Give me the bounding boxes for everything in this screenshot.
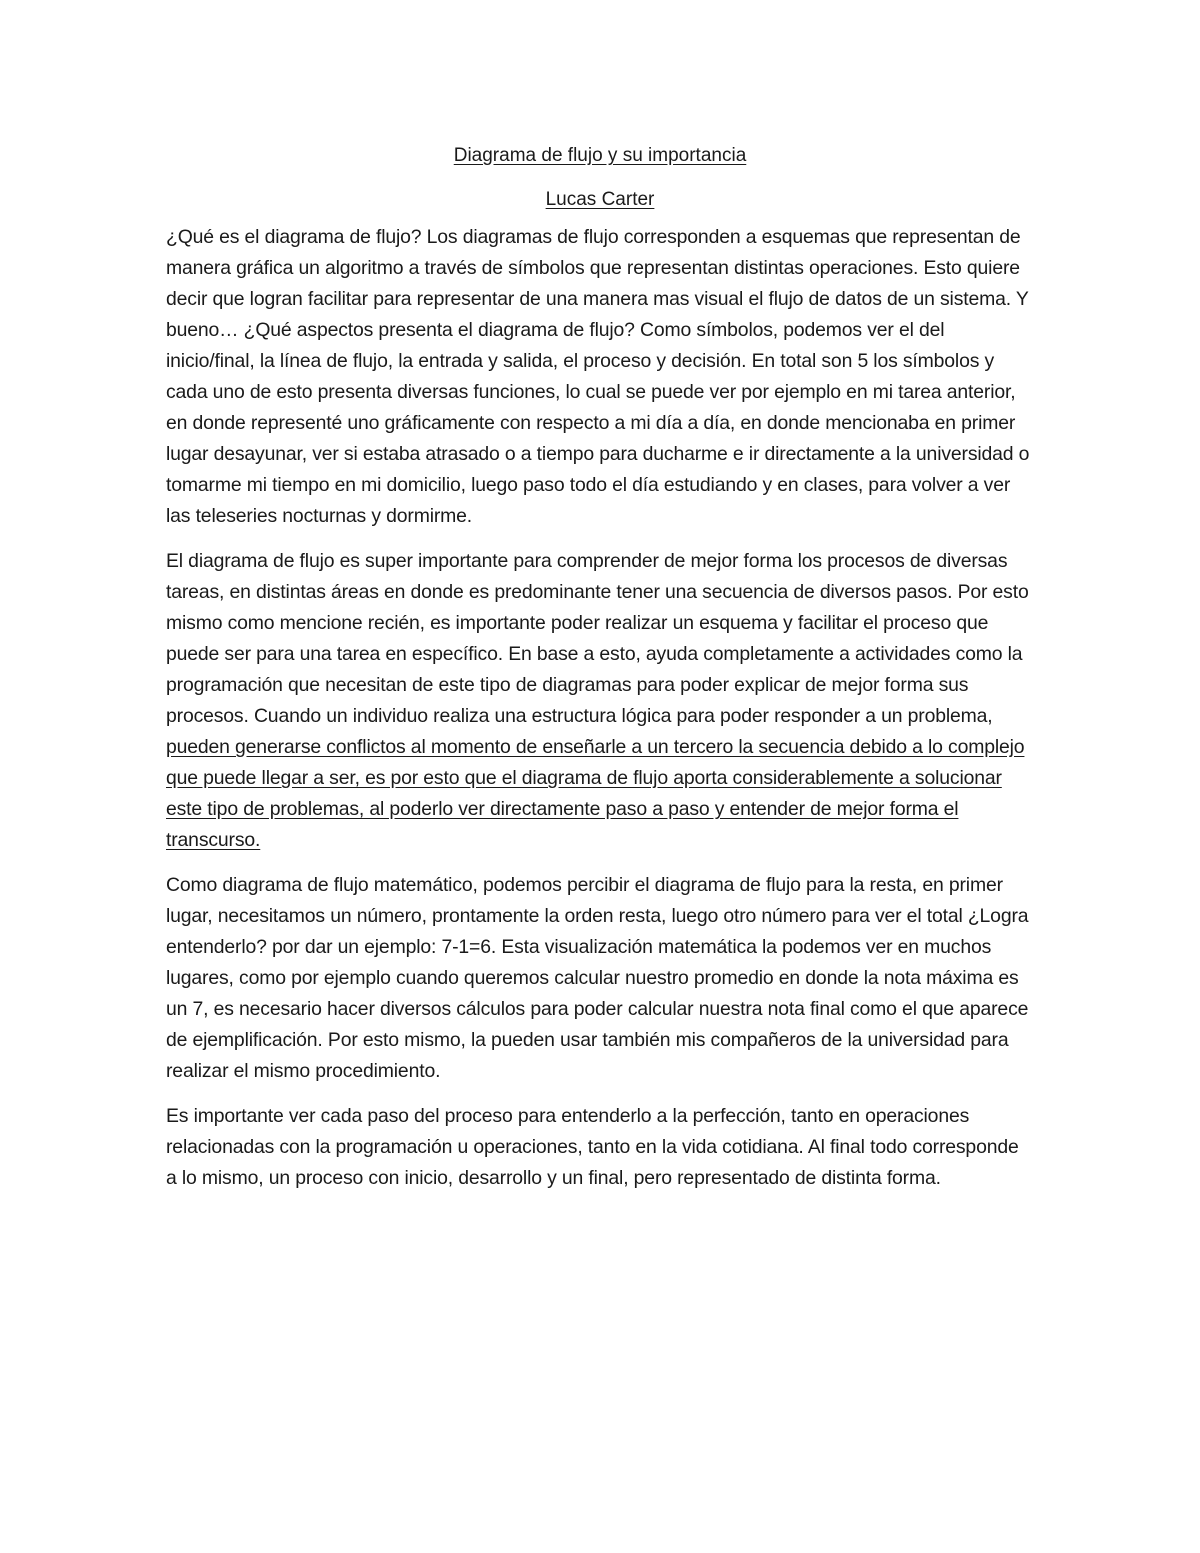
paragraph-definition: ¿Qué es el diagrama de flujo? Los diagramas de flujo corresponden a esquemas que representan de manera gráfica un algoritmo a través de símbolos que representan distintas operaciones. Esto quiere decir que logran facilitar para representar de una manera mas visual el flujo de datos de un sistema. Y bueno… ¿Qué aspectos presenta el diagrama de flujo? Como símbolos, podemos ver el del inicio/final, la línea de flujo, la entrada y salida, el proceso y decisión. En total son 5 los símbolos y cada uno de esto presenta diversas funciones, lo cual se puede ver por ejemplo en mi tarea anterior, en donde representé uno gráficamente con respecto a mi día a día, en donde mencionaba en primer lugar desayunar, ver si estaba atrasado o a tiempo para ducharme e ir directamente a la universidad o tomarme mi tiempo en mi domicilio, luego paso todo el día estudiando y en clases, para volver a ver las teleseries nocturnas y dormirme. (166, 226, 1030, 527)
document-title: Diagrama de flujo y su importancia (453, 145, 747, 166)
document-body (166, 136, 1034, 1208)
paragraph-math-example: Como diagrama de flujo matemático, podemos percibir el diagrama de flujo para la resta, en primer lugar, necesitamos un número, prontamente la orden resta, luego otro número para ver el total ¿Logra entenderlo? por dar un ejemplo: 7-1=6. Esta visualización matemática la podemos ver en muchos lugares, como por ejemplo cuando queremos calcular nuestro promedio en donde la nota máxima es un 7, es necesario hacer diversos cálculos para poder calcular nuestra nota final como el que aparece de ejemplificación. Por esto mismo, la pueden usar también mis compañeros de la universidad para realizar el mismo procedimiento. (166, 874, 1029, 1082)
document-author: Lucas Carter (545, 189, 655, 210)
paragraph-importance-plain: El diagrama de flujo es super importante para comprender de mejor forma los procesos de diversas tareas, en distintas áreas en donde es predominante tener una secuencia de diversos pasos. Por esto mismo como mencione recién, es importante poder realizar un esquema y facilitar el proceso que puede ser para una tarea en específico. En base a esto, ayuda completamente a actividades como la programación que necesitan de este tipo de diagramas para poder explicar de mejor forma sus procesos. Cuando un individuo realiza una estructura lógica para poder responder a un problema, (166, 550, 1029, 727)
paragraph-conclusion: Es importante ver cada paso del proceso para entenderlo a la perfección, tanto en operaciones relacionadas con la programación u operaciones, tanto en la vida cotidiana. Al final todo corresponde a lo mismo, un proceso con inicio, desarrollo y un final, pero representado de distinta forma. (166, 1105, 1019, 1189)
paragraph-importance-underlined: pueden generarse conflictos al momento de enseñarle a un tercero la secuencia debido a lo complejo que puede llegar a ser, es por esto que el diagrama de flujo aporta considerablemente a solucionar este tipo de problemas, al poderlo ver directamente paso a paso y entender de mejor forma el transcurso. (166, 736, 1025, 851)
paragraph-importance (166, 546, 1034, 856)
